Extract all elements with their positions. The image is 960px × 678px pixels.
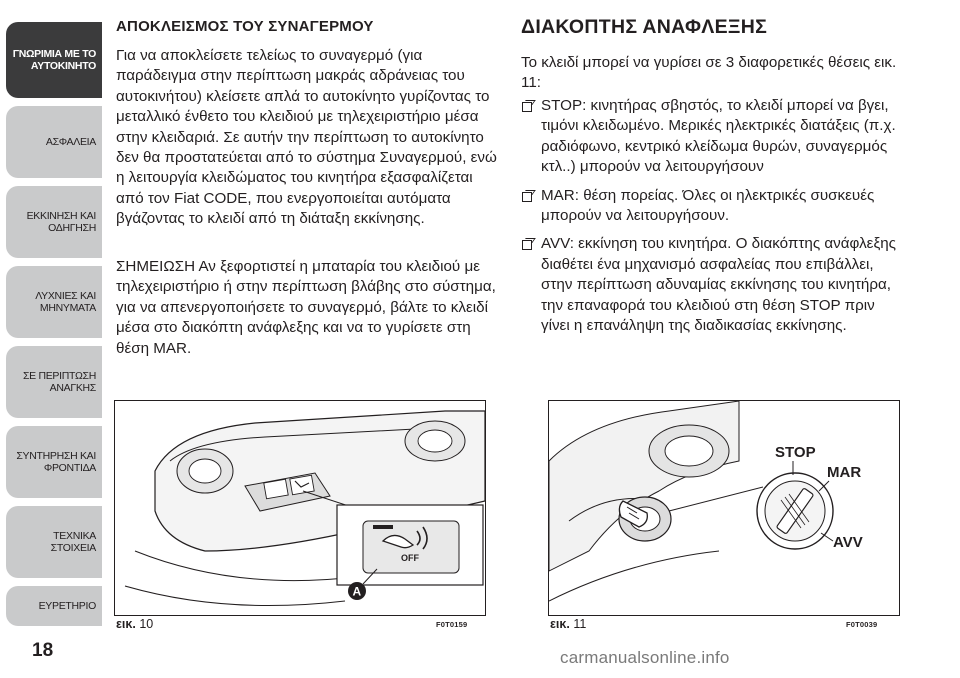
- figure-11-code: F0T0039: [846, 620, 878, 629]
- list-item-text: AVV: εκκίνηση του κινητήρα. Ο διακόπτης ανάφλεξης διαθέτει ένα μηχανισμό ασφαλείας που επιβάλλει, στην περίπτωση αδυναμίας εκκίνησης του κινητήρα, την επαναφορά του κλειδιού στη θέση STOP πριν γίνει η επανάληψη της διαδικασίας εκκίνησης.: [541, 235, 897, 335]
- list-item: [521, 234, 901, 336]
- paragraph-note: ΣΗΜΕΙΩΣΗ Αν ξεφορτιστεί η μπαταρία του κλειδιού με τηλεχειριστήριο ή στην περίπτωση βλάβης στο σύστημα, για να απενεργοποιήσετε το συναγερμό, βάλτε το κλειδί μέσα στο διακόπτη ανάφλεξης και να το γυρίσετε στη θέση MAR.: [116, 258, 496, 357]
- tab-getting-to-know[interactable]: [6, 22, 102, 98]
- figure-10-alarm-switch: [114, 400, 486, 616]
- tab-label: ΓΝΩΡΙΜΙΑ ΜΕ ΤΟ ΑΥΤΟΚΙΝΗΤΟ: [12, 48, 96, 72]
- checkbox-bullet-icon: [522, 102, 532, 112]
- caption-prefix: εικ.: [116, 617, 136, 631]
- tab-label: ΕΥΡΕΤΗΡΙΟ: [38, 600, 96, 612]
- figure-10-code: F0T0159: [436, 620, 468, 629]
- paragraph-ignition-intro: Το κλειδί μπορεί να γυρίσει σε 3 διαφορετικές θέσεις εικ. 11:: [521, 54, 897, 92]
- position-mar-label: MAR: [827, 464, 862, 481]
- tab-label: ΑΣΦΑΛΕΙΑ: [45, 136, 96, 148]
- list-item: [521, 186, 901, 227]
- overhead-console-illustration: [115, 401, 485, 615]
- tab-warning-lights[interactable]: [6, 266, 102, 338]
- list-item-text: STOP: κινητήρας σβηστός, το κλειδί μπορεί να βγει, τιμόνι κλειδωμένο. Μερικές ηλεκτρικές διατάξεις (π.χ. ραδιόφωνο, κεντρικό κλείδωμα θυρών, συναγερμός κτλ..) μπορούν να λειτουργήσουν: [541, 97, 896, 176]
- tab-emergency[interactable]: [6, 346, 102, 418]
- list-item-text: MAR: θέση πορείας. Όλες οι ηλεκτρικές συσκευές μπορούν να λειτουργήσουν.: [541, 186, 875, 225]
- tab-technical-data[interactable]: [6, 506, 102, 578]
- paragraph-alarm-exclusion: Για να αποκλείσετε τελείως το συναγερμό (για παράδειγμα στην περίπτωση μακράς αδράνειας του αυτοκινήτου) κλείσετε απλά το αυτοκίνητο γυρίζοντας το μεταλλικό ένθετο του κλειδιού με τηλεχειριστήριο μέσα στην κλειδαριά. Σε αυτήν την περίπτωση το αυτοκίνητο δεν θα προστατεύεται από το σύστημα Συναγερμού, ενώ η λειτουργία κλειδώματος του κινητήρα εξασφαλίζεται από τον Fiat CODE, που ενεργοποιείται αυτόματα βγάζοντας το κλειδί από τη διάταξη εκκίνησης.: [116, 47, 497, 228]
- positions-list: [521, 96, 901, 344]
- tab-label: ΛΥΧΝΙΕΣ ΚΑΙ ΜΗΝΥΜΑΤΑ: [35, 290, 96, 314]
- tab-label: ΕΚΚΙΝΗΣΗ ΚΑΙ ΟΔΗΓΗΣΗ: [26, 210, 96, 234]
- section-heading-ignition: ΔΙΑΚΟΠΤΗΣ ΑΝΑΦΛΕΞΗΣ: [521, 16, 768, 38]
- ignition-illustration: [549, 401, 899, 615]
- caption-number: 11: [573, 617, 587, 631]
- checkbox-bullet-icon: [522, 192, 532, 202]
- callout-a-label: A: [352, 584, 362, 599]
- tab-index[interactable]: [6, 586, 102, 626]
- caption-prefix: εικ.: [550, 617, 570, 631]
- chapter-sidebar: [0, 0, 102, 678]
- figure-10-caption: [116, 617, 153, 631]
- tab-label: ΣΕ ΠΕΡΙΠΤΩΣΗ ΑΝΑΓΚΗΣ: [22, 370, 96, 394]
- tab-label: ΣΥΝΤΗΡΗΣΗ ΚΑΙ ΦΡΟΝΤΙΔΑ: [16, 450, 96, 474]
- switch-off-label: OFF: [401, 553, 419, 563]
- tab-safety[interactable]: [6, 106, 102, 178]
- watermark-text: carmanualsonline.info: [560, 648, 730, 667]
- position-stop-label: STOP: [775, 444, 816, 461]
- figure-11-ignition-switch: [548, 400, 900, 616]
- list-item: [521, 96, 901, 178]
- tab-starting-driving[interactable]: [6, 186, 102, 258]
- position-avv-label: AVV: [833, 534, 863, 551]
- tab-label: ΤΕΧΝΙΚΑ ΣΤΟΙΧΕΙΑ: [50, 530, 96, 554]
- figure-11-caption: [550, 617, 586, 631]
- caption-number: 10: [139, 617, 154, 631]
- section-heading-alarm: ΑΠΟΚΛΕΙΣΜΟΣ ΤΟΥ ΣΥΝΑΓΕΡΜΟΥ: [116, 18, 374, 35]
- checkbox-bullet-icon: [522, 240, 532, 250]
- tab-maintenance[interactable]: [6, 426, 102, 498]
- page-number: 18: [32, 640, 54, 661]
